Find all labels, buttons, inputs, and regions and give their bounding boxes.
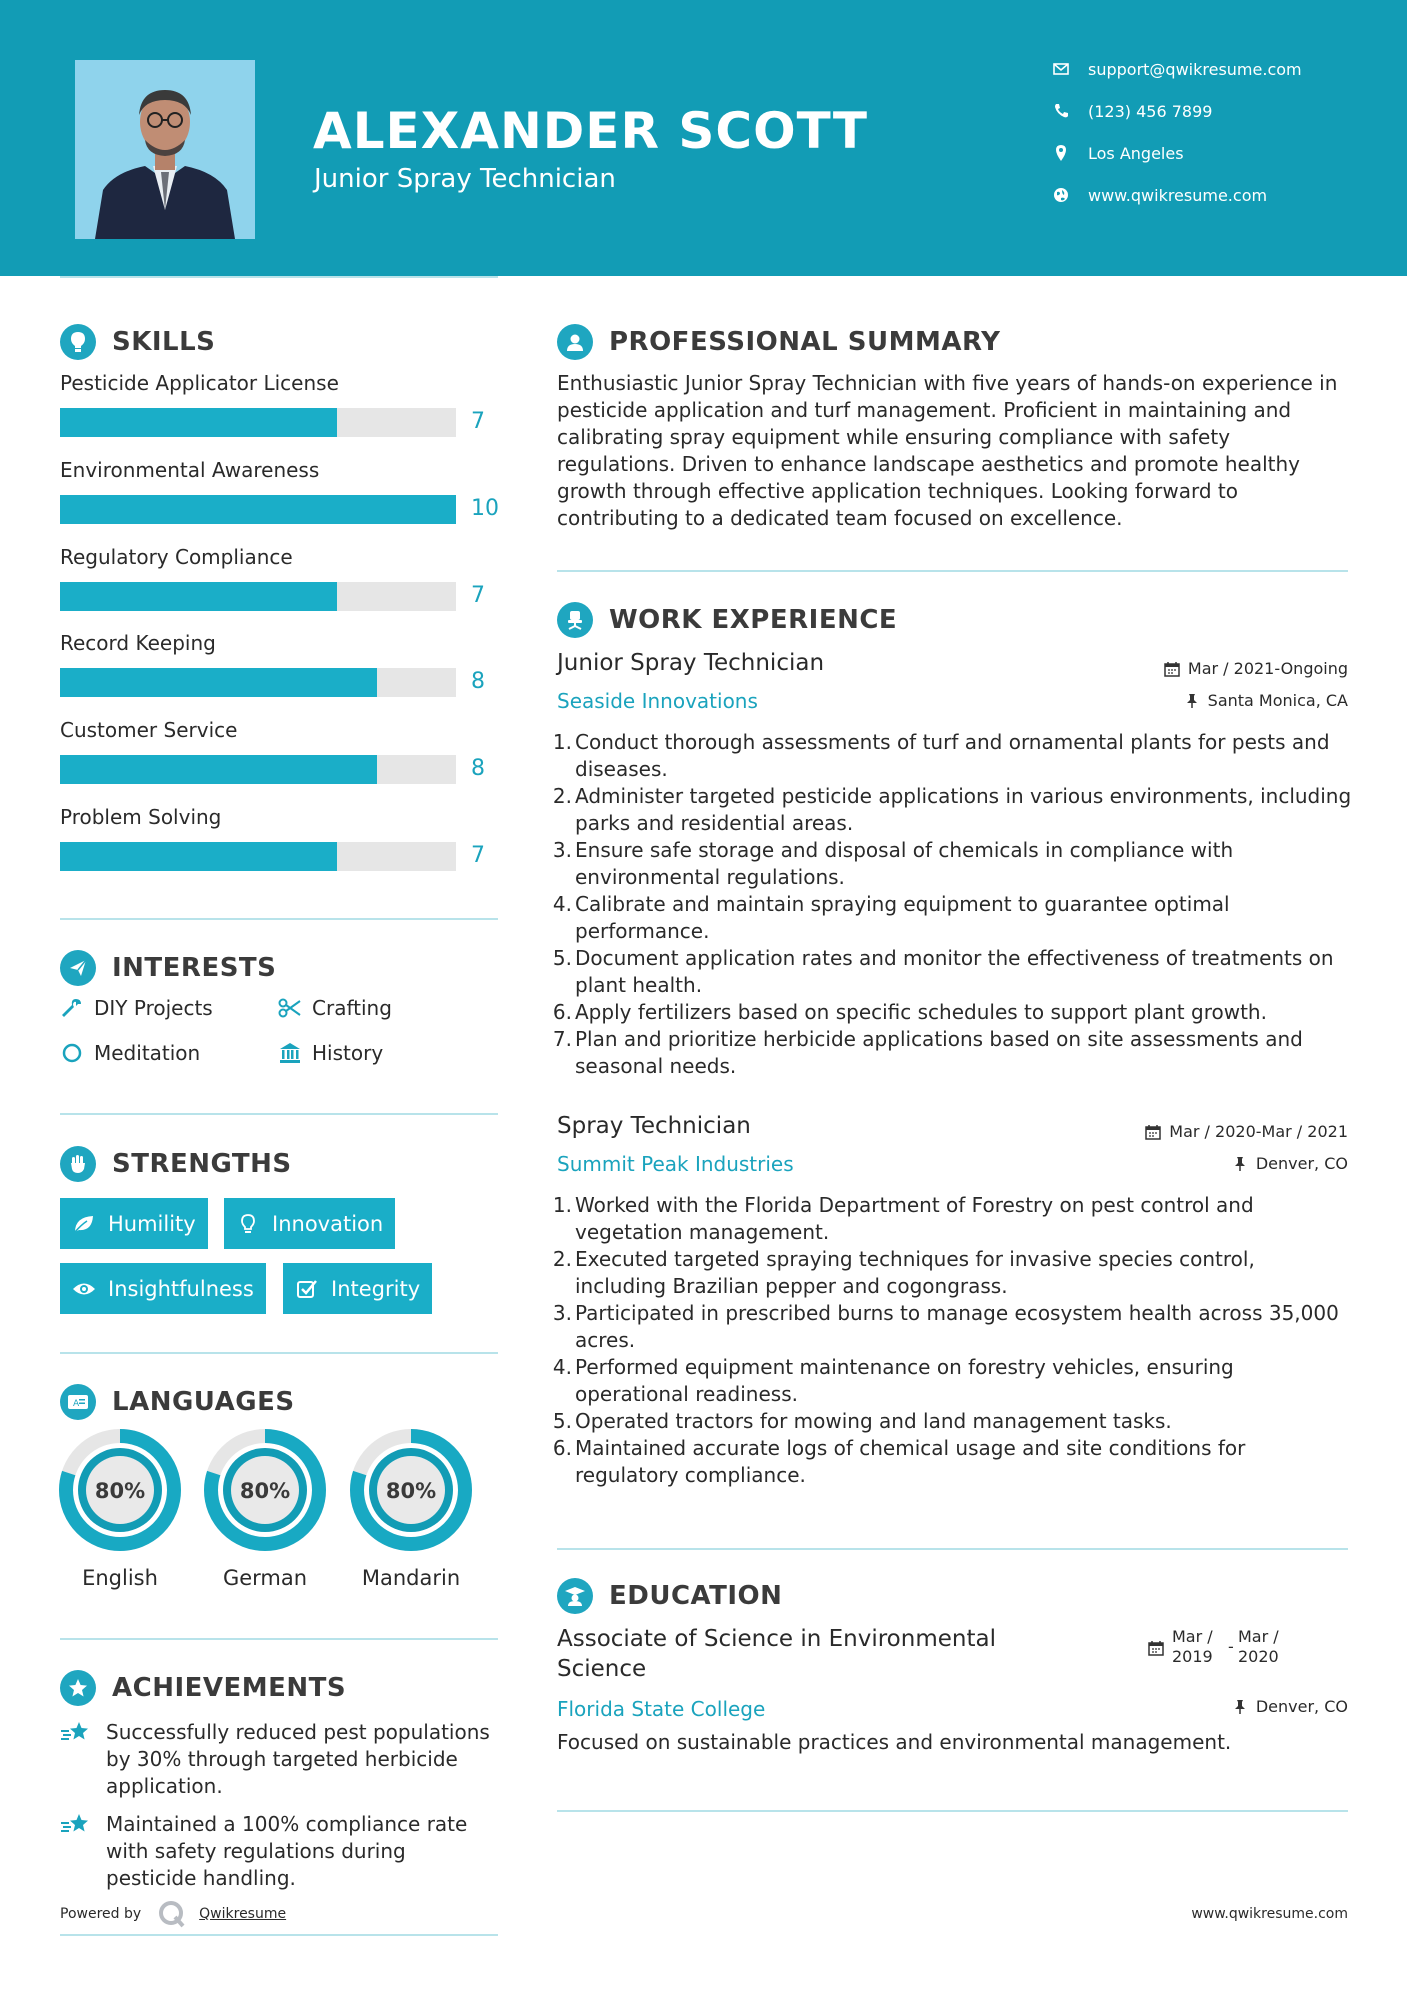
strength-label: Innovation	[272, 1211, 384, 1236]
skill-bar	[60, 842, 456, 871]
job-title: Spray Technician	[557, 1113, 751, 1139]
phone-icon	[1052, 102, 1070, 120]
skill-name: Regulatory Compliance	[60, 545, 293, 569]
calendar-icon	[1164, 661, 1180, 677]
language-percent: 80%	[239, 1479, 291, 1503]
skill-name: Pesticide Applicator License	[60, 371, 339, 395]
calendar-icon	[1148, 1640, 1164, 1667]
strength-label: Humility	[108, 1211, 196, 1236]
eye-icon	[72, 1277, 96, 1301]
education-title: EDUCATION	[609, 1581, 783, 1611]
graduate-icon	[557, 1578, 593, 1614]
skill-level: 10	[471, 496, 499, 521]
language-ring	[58, 1428, 182, 1556]
skills-heading	[60, 324, 215, 360]
language-ring	[349, 1428, 473, 1556]
job-bullet: 2. Administer targeted pesticide applications in various environments, including parks and residential areas.	[552, 784, 1352, 835]
job-bullet: 1. Conduct thorough assessments of turf and ornamental plants for pests and diseases.	[552, 730, 1330, 781]
job-location	[1232, 1154, 1348, 1173]
divider	[60, 1113, 498, 1115]
language-ring	[203, 1428, 327, 1556]
divider	[60, 1638, 498, 1640]
museum-icon	[278, 1041, 302, 1065]
globe-icon	[1052, 186, 1070, 204]
achievement-item	[60, 1719, 500, 1800]
language-card-icon	[60, 1384, 96, 1420]
skill-bar	[60, 668, 456, 697]
job-location	[1184, 691, 1348, 710]
contact-location	[1052, 138, 1184, 168]
education-end: Mar / 2020	[1238, 1627, 1279, 1666]
job-company: Seaside Innovations	[557, 689, 758, 713]
contact-phone[interactable]	[1052, 96, 1212, 126]
achievement-text: Maintained a 100% compliance rate with safety regulations during pesticide handling.	[106, 1812, 468, 1890]
skill-level: 7	[471, 583, 485, 608]
progress-ring	[349, 1428, 473, 1552]
interest-label: History	[312, 1041, 384, 1065]
footer-website[interactable]: www.qwikresume.com	[1191, 1906, 1348, 1922]
interests-title: INTERESTS	[112, 953, 277, 983]
education-date-separator: -	[1228, 1637, 1234, 1656]
powered-by-label: Powered by	[60, 1906, 142, 1922]
experience-title: WORK EXPERIENCE	[609, 605, 898, 635]
job-dates-text: Mar / 2021-Ongoing	[1187, 659, 1348, 678]
strength-label: Insightfulness	[108, 1276, 254, 1301]
job-location-text: Santa Monica, CA	[1207, 691, 1348, 710]
job-bullet: 1. Worked with the Florida Department of Forestry on pest control and vegetation management.	[552, 1193, 1254, 1244]
divider	[60, 918, 498, 920]
interest-label: DIY Projects	[94, 996, 213, 1020]
achievements-heading	[60, 1670, 346, 1706]
strength-badge	[224, 1198, 395, 1249]
summary-title: PROFESSIONAL SUMMARY	[609, 327, 1001, 357]
interests-heading	[60, 950, 276, 986]
qwikresume-logo-icon	[157, 1899, 187, 1929]
skill-level: 7	[471, 409, 485, 434]
job-bullet: 4. Calibrate and maintain spraying equipment to guarantee optimal performance.	[552, 892, 1230, 943]
job-bullet: 3. Participated in prescribed burns to manage ecosystem health across 35,000 acres.	[552, 1301, 1339, 1352]
skill-level: 8	[471, 669, 485, 694]
svg-text:A: A	[73, 1399, 80, 1409]
strength-badge	[283, 1263, 432, 1314]
job-bullet: 5. Document application rates and monitor the effectiveness of treatments on plant health.	[552, 946, 1334, 997]
strength-label: Integrity	[331, 1276, 421, 1301]
job-bullet: 6. Maintained accurate logs of chemical usage and site conditions for regulatory compliance.	[552, 1436, 1246, 1487]
job-title: Junior Spray Technician	[557, 650, 825, 676]
strengths-heading	[60, 1146, 292, 1182]
education-note: Focused on sustainable practices and environmental management.	[557, 1730, 1232, 1754]
summary-heading	[557, 324, 1000, 360]
leaf-icon	[72, 1212, 96, 1236]
education-location-text: Denver, CO	[1255, 1697, 1348, 1716]
achievements-title: ACHIEVEMENTS	[112, 1673, 347, 1703]
pushpin-icon	[1184, 693, 1200, 709]
language-name: Mandarin	[361, 1566, 461, 1590]
envelope-icon	[1052, 60, 1070, 78]
map-pin-icon	[1052, 144, 1070, 162]
skill-name: Customer Service	[60, 718, 238, 742]
experience-heading	[557, 602, 897, 638]
education-location	[1232, 1697, 1348, 1716]
lightbulb-icon	[236, 1212, 260, 1236]
education-heading	[557, 1578, 782, 1614]
job-bullets	[552, 729, 1352, 1080]
candidate-name: ALEXANDER SCOTT	[313, 102, 868, 160]
pushpin-icon	[1232, 1699, 1248, 1715]
job-location-text: Denver, CO	[1255, 1154, 1348, 1173]
shooting-star-icon	[60, 1719, 92, 1747]
checkbox-icon	[295, 1277, 319, 1301]
language-name: German	[222, 1566, 308, 1590]
resume-header	[0, 0, 1407, 276]
interest-item	[278, 996, 392, 1020]
skill-bar	[60, 755, 456, 784]
interest-label: Meditation	[94, 1041, 201, 1065]
skill-bar	[60, 408, 456, 437]
skill-bar-fill	[60, 755, 377, 784]
contact-website[interactable]	[1052, 180, 1267, 210]
education-school: Florida State College	[557, 1697, 766, 1721]
scissors-icon	[278, 996, 302, 1020]
profile-photo	[75, 60, 255, 239]
job-bullet: 5. Operated tractors for mowing and land management tasks.	[552, 1409, 1172, 1433]
job-bullet: 4. Performed equipment maintenance on forestry vehicles, ensuring operational readiness.	[552, 1355, 1234, 1406]
lightbulb-icon	[60, 324, 96, 360]
divider	[60, 1352, 498, 1354]
strength-badge	[60, 1263, 266, 1314]
education-dates	[1148, 1627, 1288, 1667]
interest-item	[60, 996, 213, 1020]
wrench-icon	[60, 996, 84, 1020]
skill-level: 8	[471, 756, 485, 781]
skill-level: 7	[471, 843, 485, 868]
job-dates-text: Mar / 2020-Mar / 2021	[1169, 1122, 1348, 1141]
skill-bar-fill	[60, 842, 337, 871]
job-dates	[1145, 1122, 1348, 1141]
skill-name: Record Keeping	[60, 631, 216, 655]
skill-bar	[60, 582, 456, 611]
calendar-icon	[1145, 1124, 1161, 1140]
candidate-title: Junior Spray Technician	[314, 164, 616, 194]
contact-email-text: support@qwikresume.com	[1088, 59, 1302, 79]
achievement-item	[60, 1811, 500, 1892]
skill-bar-fill	[60, 582, 337, 611]
contact-phone-text: (123) 456 7899	[1088, 101, 1213, 121]
pushpin-icon	[1232, 1156, 1248, 1172]
education-degree: Associate of Science in Environmental Science	[557, 1626, 996, 1682]
user-icon	[557, 324, 593, 360]
language-percent: 80%	[94, 1479, 146, 1503]
office-chair-icon	[557, 602, 593, 638]
divider	[60, 1934, 498, 1936]
education-start: Mar / 2019	[1172, 1627, 1213, 1666]
divider	[557, 570, 1348, 572]
job-bullet: 2. Executed targeted spraying techniques for invasive species control, including Brazilian pepper and cogongrass.	[552, 1247, 1255, 1298]
achievement-text: Successfully reduced pest populations by 30% through targeted herbicide application.	[106, 1720, 490, 1798]
star-badge-icon	[60, 1670, 96, 1706]
strengths-title: STRENGTHS	[112, 1149, 292, 1179]
brand-link[interactable]: Qwikresume	[199, 1906, 287, 1922]
skill-bar	[60, 495, 456, 524]
progress-ring	[58, 1428, 182, 1552]
job-bullet: 3. Ensure safe storage and disposal of chemicals in compliance with environmental regulations.	[552, 838, 1234, 889]
shooting-star-icon	[60, 1811, 92, 1839]
skill-bar-fill	[60, 495, 456, 524]
summary-text: Enthusiastic Junior Spray Technician with five years of hands-on experience in pesticide application and turf management. Proficient in maintaining and calibrating spray equipment while ensuring compliance with safety regulations. Driven to enhance landscape aesthetics and promote healthy growth through effective application techniques. Looking forward to contributing to a dedicated team focused on excellence.	[557, 371, 1338, 530]
skill-name: Problem Solving	[60, 805, 222, 829]
job-bullet: 7. Plan and prioritize herbicide applications based on site assessments and seasonal needs.	[552, 1027, 1303, 1078]
divider	[557, 1810, 1348, 1812]
languages-title: LANGUAGES	[112, 1387, 295, 1417]
skill-bar-fill	[60, 408, 337, 437]
skill-name: Environmental Awareness	[60, 458, 320, 482]
language-name: English	[82, 1566, 158, 1590]
contact-website-text: www.qwikresume.com	[1088, 185, 1268, 205]
interest-item	[278, 1041, 383, 1065]
interest-label: Crafting	[312, 996, 392, 1020]
progress-ring	[203, 1428, 327, 1552]
powered-by	[60, 1899, 286, 1929]
circle-icon	[60, 1041, 84, 1065]
interest-item	[60, 1041, 200, 1065]
contact-location-text: Los Angeles	[1088, 143, 1184, 163]
raised-fist-icon	[60, 1146, 96, 1182]
paper-plane-icon	[60, 950, 96, 986]
job-bullet: 6. Apply fertilizers based on specific schedules to support plant growth.	[552, 1000, 1267, 1024]
divider	[557, 1548, 1348, 1550]
languages-heading	[60, 1384, 295, 1420]
language-percent: 80%	[385, 1479, 437, 1503]
job-company: Summit Peak Industries	[557, 1152, 794, 1176]
contact-email[interactable]	[1052, 54, 1302, 84]
job-bullets	[552, 1192, 1352, 1489]
skill-bar-fill	[60, 668, 377, 697]
divider	[60, 276, 498, 278]
strength-badge	[60, 1198, 208, 1249]
job-dates	[1164, 659, 1348, 678]
skills-title: SKILLS	[112, 327, 216, 357]
